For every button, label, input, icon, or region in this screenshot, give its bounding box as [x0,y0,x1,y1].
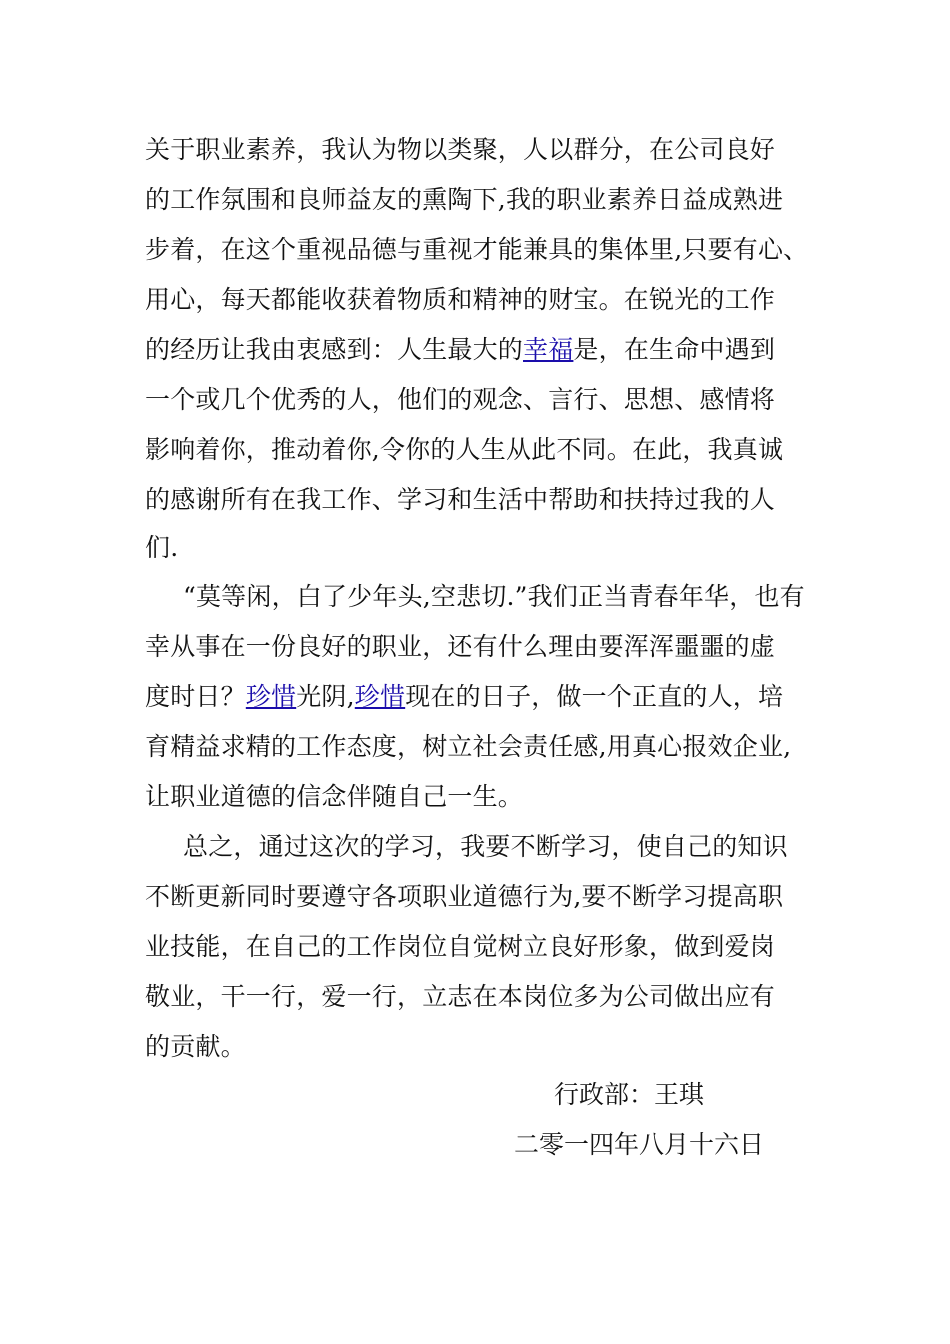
p3-line-1: 总之，通过这次的学习，我要不断学习，使自己的知识 [183,832,788,861]
p1-line-5-text-a: 的经历让我由衷感到：人生最大的 [145,335,524,364]
p1-line-2: 的工作氛围和良师益友的熏陶下,我的职业素养日益成熟进 [145,185,784,214]
p2-line-1: “莫等闲，白了少年头,空悲切.”我们正当青春年华，也有 [183,582,805,611]
p1-line-1: 关于职业素养，我认为物以类聚，人以群分，在公司良好 [145,135,776,164]
signature-date: 二零一四年八月十六日 [514,1130,765,1159]
p2-line-4: 育精益求精的工作态度，树立社会责任感,用真心报效企业, [145,732,792,761]
p1-line-5-text-b: 是，在生命中遇到 [573,335,776,364]
p1-line-3: 步着，在这个重视品德与重视才能兼具的集体里,只要有心、 [145,235,809,264]
signature-author: 行政部：王琪 [554,1080,705,1109]
p2-line-3 [145,682,783,712]
p2-line-5: 让职业道德的信念伴随自己一生。 [145,782,524,811]
link-cherish-1[interactable]: 珍惜 [245,682,297,711]
p2-line-3-text-a: 度时日？ [145,682,246,711]
p1-line-9: 们. [145,533,179,562]
p2-line-3-text-b: 光阴, [296,682,355,711]
link-cherish-2[interactable]: 珍惜 [354,682,406,711]
p1-line-6: 一个或几个优秀的人，他们的观念、言行、思想、感情将 [145,385,776,414]
p1-line-7: 影响着你，推动着你,令你的人生从此不同。在此，我真诚 [145,435,784,464]
p3-line-3: 业技能，在自己的工作岗位自觉树立良好形象，做到爱岗 [145,932,776,961]
p1-line-8: 的感谢所有在我工作、学习和生活中帮助和扶持过我的人 [145,485,776,514]
p2-line-3-text-c: 现在的日子，做一个正直的人，培 [405,682,784,711]
p3-line-4: 敬业，干一行，爱一行，立志在本岗位多为公司做出应有 [145,982,776,1011]
link-happiness[interactable]: 幸福 [523,335,574,364]
p3-line-5: 的贡献。 [145,1032,246,1061]
p1-line-5 [145,335,775,365]
p2-line-2: 幸从事在一份良好的职业，还有什么理由要浑浑噩噩的虚 [145,632,776,661]
p1-line-4: 用心，每天都能收获着物质和精神的财宝。在锐光的工作 [145,285,776,314]
p3-line-2: 不断更新同时要遵守各项职业道德行为,要不断学习提高职 [145,882,784,911]
